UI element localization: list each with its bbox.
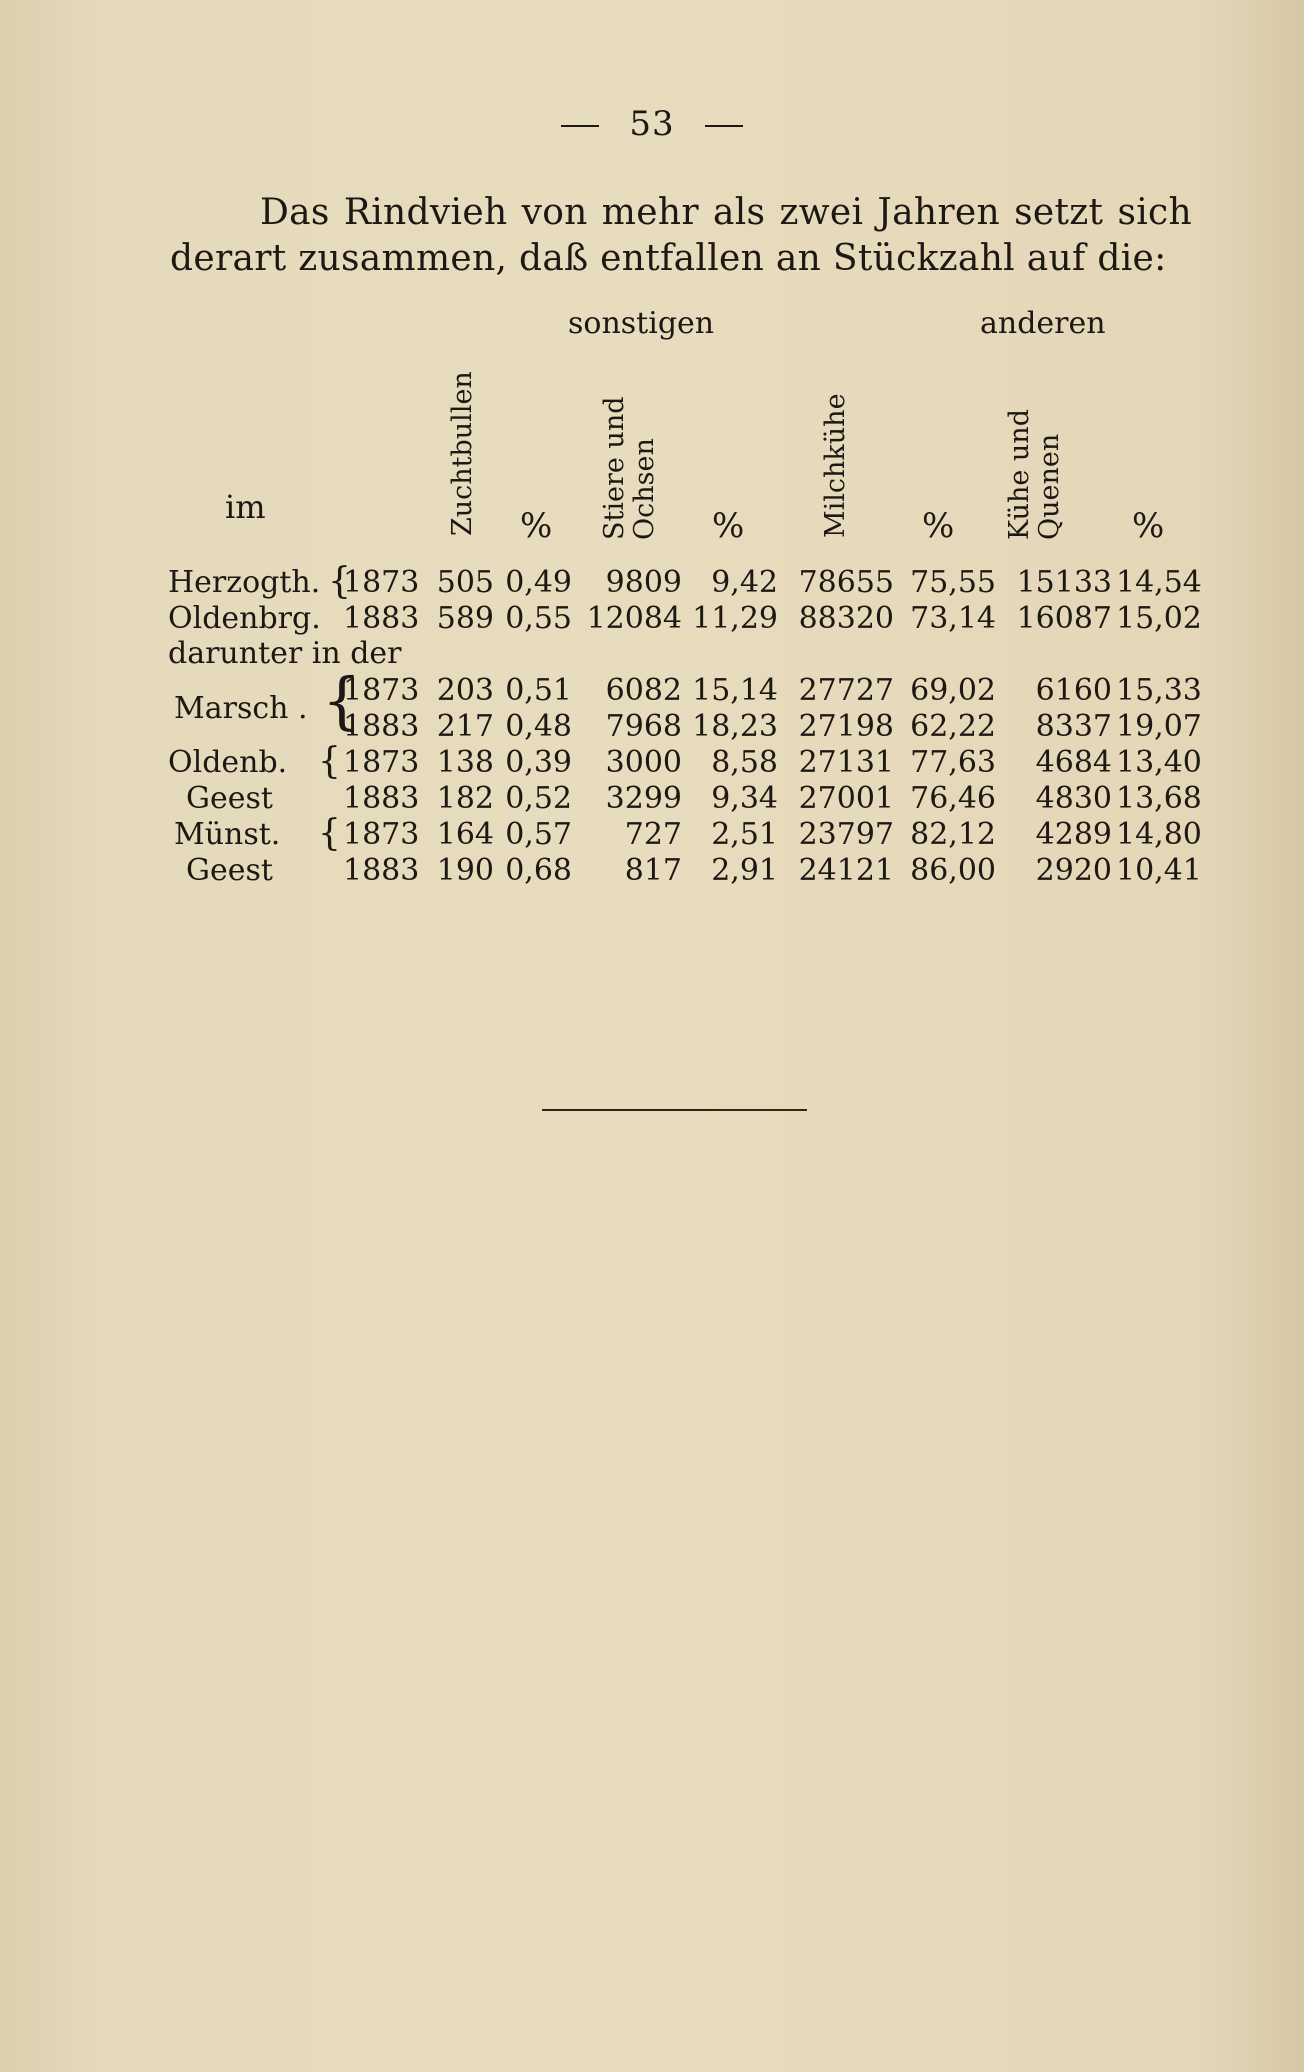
cell-zuchtbullen-pct: 0,39	[505, 745, 572, 780]
row-label: Geest	[186, 853, 273, 888]
cell-zuchtbullen: 182	[436, 781, 494, 816]
cell-kuehe-pct: 15,02	[1116, 601, 1202, 636]
cell-zuchtbullen-pct: 0,55	[505, 601, 572, 636]
col-head-zuchtbullen: Zuchtbullen	[447, 371, 478, 536]
cell-milchkuehe-pct: 76,46	[910, 781, 996, 816]
cell-zuchtbullen-pct: 0,57	[505, 817, 572, 852]
page-number-text: 53	[629, 104, 675, 144]
cell-stiere: 727	[624, 817, 682, 852]
cell-milchkuehe-pct: 75,55	[910, 565, 996, 600]
cell-zuchtbullen: 138	[436, 745, 494, 780]
cell-milchkuehe-pct: 77,63	[910, 745, 996, 780]
cell-milchkuehe-pct: 69,02	[910, 673, 996, 708]
cell-stiere-pct: 15,14	[692, 673, 778, 708]
row-label: Oldenbrg.	[168, 601, 321, 636]
col-head-stiere-ochsen: Stiere und Ochsen	[599, 396, 660, 540]
cell-kuehe-pct: 14,80	[1116, 817, 1202, 852]
cell-kuehe: 2920	[1035, 853, 1112, 888]
brace-glyph: {	[318, 741, 341, 782]
cell-kuehe-pct: 15,33	[1116, 673, 1202, 708]
cell-year: 1873	[343, 745, 420, 780]
row-label: Marsch .	[174, 691, 308, 726]
cell-kuehe: 15133	[1016, 565, 1112, 600]
header-anderen: anderen	[980, 306, 1106, 341]
cell-kuehe: 8337	[1035, 709, 1112, 744]
subheading-darunter: darunter in der	[168, 636, 402, 671]
table-row	[168, 741, 1202, 782]
cell-stiere-pct: 8,58	[711, 745, 778, 780]
cell-milchkuehe: 24121	[798, 853, 894, 888]
section-divider	[542, 1109, 807, 1111]
cell-zuchtbullen: 505	[436, 565, 494, 600]
brace-glyph: {	[318, 813, 341, 854]
percent-head-3: %	[922, 506, 955, 546]
cell-stiere-pct: 2,91	[711, 853, 778, 888]
table-row	[168, 601, 1202, 637]
cell-zuchtbullen-pct: 0,51	[505, 673, 572, 708]
cell-milchkuehe: 78655	[798, 565, 894, 600]
cell-stiere: 6082	[605, 673, 682, 708]
page-number	[0, 104, 1304, 144]
cell-zuchtbullen: 589	[436, 601, 494, 636]
cell-zuchtbullen: 190	[436, 853, 494, 888]
cell-kuehe: 4830	[1035, 781, 1112, 816]
table-row	[168, 813, 1202, 854]
row-label: Münst.	[174, 817, 281, 852]
cell-milchkuehe: 88320	[798, 601, 894, 636]
cell-kuehe-pct: 13,68	[1116, 781, 1202, 816]
table-row	[168, 561, 1202, 602]
col-head-milchkuehe: Milchkühe	[820, 393, 851, 538]
cell-kuehe-pct: 10,41	[1116, 853, 1202, 888]
percent-head-4: %	[1132, 506, 1165, 546]
percent-head-2: %	[712, 506, 745, 546]
cell-stiere: 9809	[605, 565, 682, 600]
cell-stiere-pct: 2,51	[711, 817, 778, 852]
row-label: Herzogth.	[168, 565, 321, 600]
cell-milchkuehe: 27131	[798, 745, 894, 780]
intro-paragraph	[170, 190, 1192, 282]
cell-zuchtbullen-pct: 0,68	[505, 853, 572, 888]
cell-kuehe-pct: 19,07	[1116, 709, 1202, 744]
dash-left	[561, 125, 599, 127]
intro-text: Das Rindvieh von mehr als zwei Jahren setzt sich derart zusammen, daß entfallen an Stückzahl auf die:	[170, 192, 1192, 279]
cell-milchkuehe-pct: 86,00	[910, 853, 996, 888]
cell-milchkuehe: 27198	[798, 709, 894, 744]
cell-stiere-pct: 18,23	[692, 709, 778, 744]
cell-kuehe-pct: 13,40	[1116, 745, 1202, 780]
row-label: Geest	[186, 781, 273, 816]
header-sonstigen: sonstigen	[568, 306, 715, 341]
cell-year: 1883	[343, 853, 420, 888]
cell-milchkuehe: 27001	[798, 781, 894, 816]
row-header-im: im	[225, 488, 266, 526]
cell-kuehe: 4289	[1035, 817, 1112, 852]
cell-stiere-pct: 9,34	[711, 781, 778, 816]
cell-milchkuehe: 23797	[798, 817, 894, 852]
cell-kuehe: 16087	[1016, 601, 1112, 636]
cell-kuehe-pct: 14,54	[1116, 565, 1202, 600]
cell-kuehe: 6160	[1035, 673, 1112, 708]
table-row	[168, 673, 1202, 726]
cell-stiere-pct: 11,29	[692, 601, 778, 636]
cell-year: 1873	[343, 565, 420, 600]
cell-year: 1883	[343, 601, 420, 636]
cell-milchkuehe-pct: 82,12	[910, 817, 996, 852]
brace-glyph: {	[328, 561, 351, 602]
cell-year: 1873	[343, 817, 420, 852]
cell-milchkuehe-pct: 73,14	[910, 601, 996, 636]
table-row	[168, 709, 1202, 745]
cell-stiere: 12084	[586, 601, 682, 636]
dash-right	[705, 125, 743, 127]
cell-zuchtbullen-pct: 0,48	[505, 709, 572, 744]
cell-stiere: 3299	[605, 781, 682, 816]
cell-year: 1873	[343, 673, 420, 708]
cell-year: 1883	[343, 781, 420, 816]
cell-zuchtbullen-pct: 0,49	[505, 565, 572, 600]
cell-kuehe: 4684	[1035, 745, 1112, 780]
cell-zuchtbullen-pct: 0,52	[505, 781, 572, 816]
cell-stiere-pct: 9,42	[711, 565, 778, 600]
table-row	[168, 853, 1202, 889]
cell-stiere: 3000	[605, 745, 682, 780]
cell-zuchtbullen: 203	[436, 673, 494, 708]
table-row	[168, 781, 1202, 817]
cell-milchkuehe: 27727	[798, 673, 894, 708]
cell-stiere: 817	[624, 853, 682, 888]
cell-year: 1883	[343, 709, 420, 744]
row-label: Oldenb.	[168, 745, 288, 780]
cell-zuchtbullen: 217	[436, 709, 494, 744]
cell-zuchtbullen: 164	[436, 817, 494, 852]
brace-glyph: {	[322, 664, 362, 737]
cell-milchkuehe-pct: 62,22	[910, 709, 996, 744]
col-head-kuehe-quenen: Kühe und Quenen	[1004, 409, 1065, 540]
cell-stiere: 7968	[605, 709, 682, 744]
percent-head-1: %	[520, 506, 553, 546]
